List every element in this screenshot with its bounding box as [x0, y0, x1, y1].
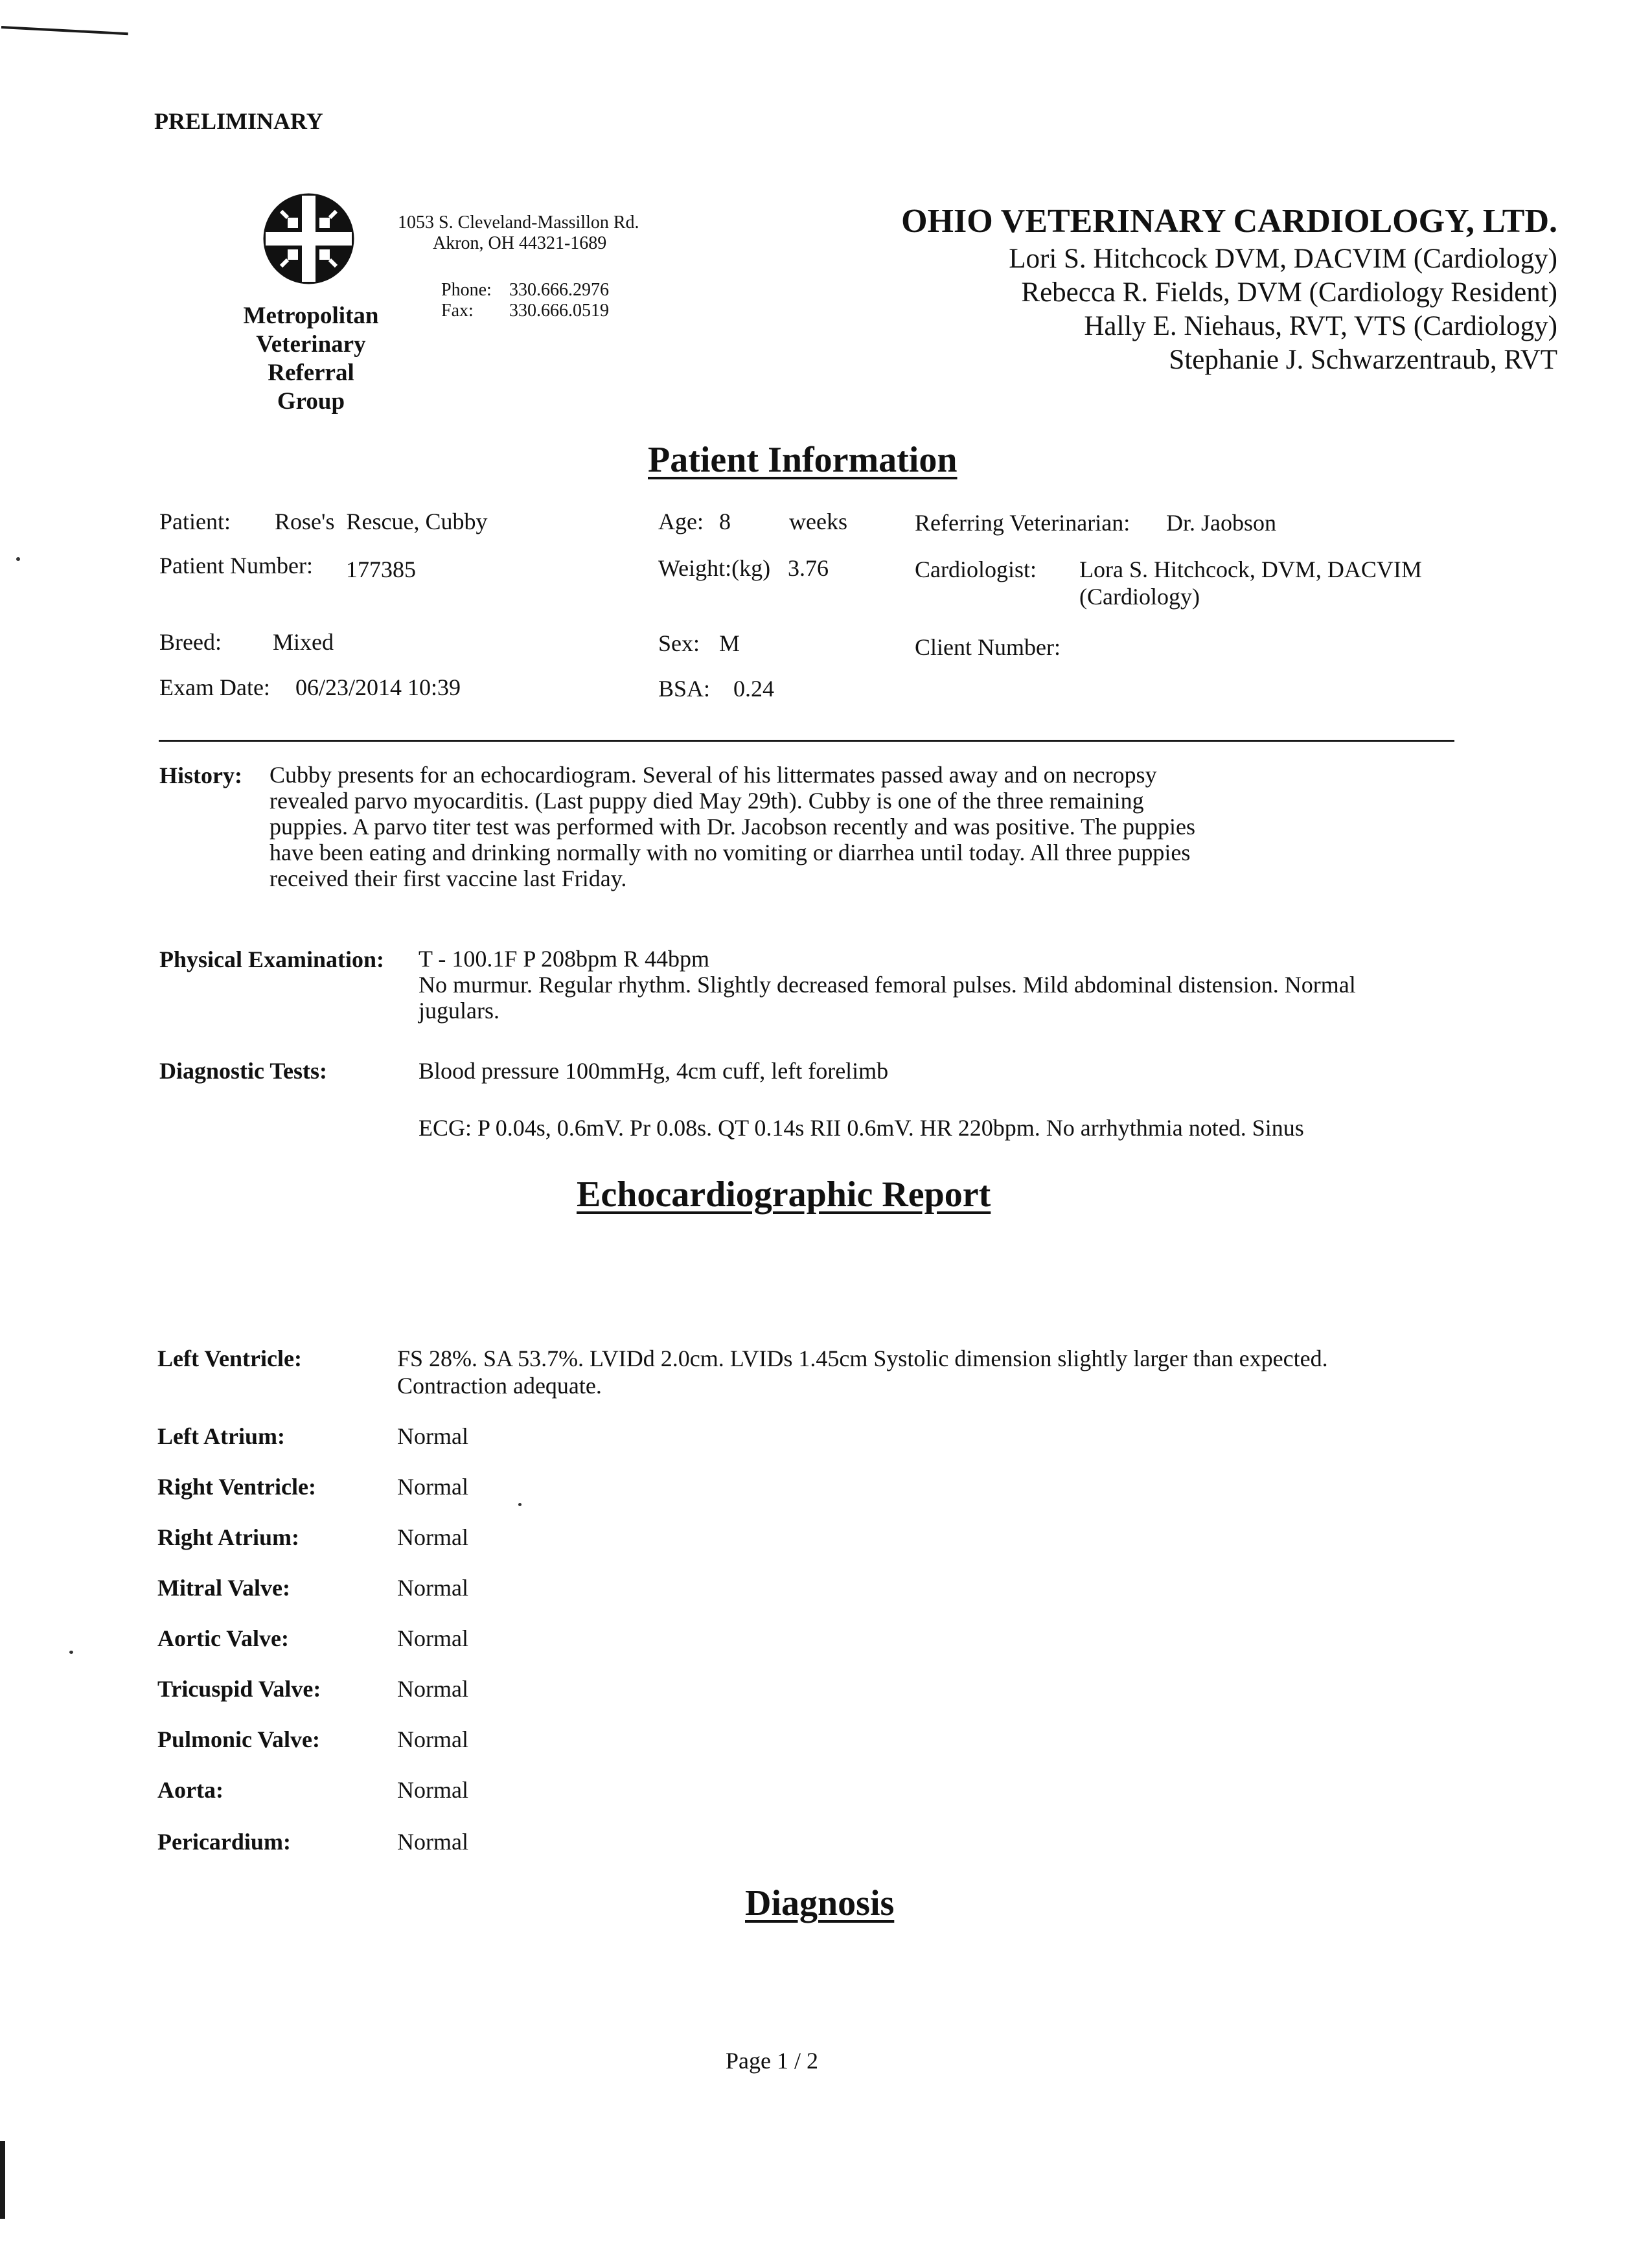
physical-exam-line: T - 100.1F P 208bpm R 44bpm — [419, 946, 710, 972]
echo-label-mitral-valve: Mitral Valve: — [157, 1575, 290, 1601]
scan-speck — [518, 1503, 522, 1506]
echo-label-pericardium: Pericardium: — [157, 1829, 291, 1855]
history-label: History: — [159, 762, 242, 788]
breed-label: Breed: — [159, 629, 222, 655]
exam-date-label: Exam Date: — [159, 674, 270, 700]
history-line: Cubby presents for an echocardiogram. Several of his littermates passed away and on necropsy — [270, 762, 1157, 788]
referral-group-logo — [262, 192, 356, 286]
echo-value-left-ventricle: FS 28%. SA 53.7%. LVIDd 2.0cm. LVIDs 1.45cm Systolic dimension slightly larger than expected. — [397, 1346, 1328, 1371]
sex-value: M — [719, 630, 740, 656]
age-value: 8 — [719, 509, 731, 534]
history-line: have been eating and drinking normally with no vomiting or diarrhea until today. All three puppies — [270, 840, 1191, 865]
blood-pressure-text: Blood pressure 100mmHg, 4cm cuff, left forelimb — [419, 1058, 889, 1084]
patient-information-title: Patient Information — [648, 440, 958, 480]
physical-exam-text — [419, 946, 1455, 1024]
scan-edge-mark — [0, 2141, 5, 2219]
referral-group-name — [233, 302, 389, 416]
bsa-value: 0.24 — [733, 676, 774, 702]
referring-vet-label: Referring Veterinarian: — [915, 510, 1130, 536]
status-label: PRELIMINARY — [154, 108, 323, 134]
patient-label: Patient: — [159, 509, 231, 534]
echo-label-tricuspid-valve: Tricuspid Valve: — [157, 1676, 321, 1702]
echo-value-right-atrium: Normal — [397, 1524, 468, 1550]
breed-value: Mixed — [273, 629, 334, 655]
echo-label-left-atrium: Left Atrium: — [157, 1423, 285, 1449]
echo-value-aorta: Normal — [397, 1777, 468, 1803]
address-line-1: 1053 S. Cleveland-Massillon Rd. — [398, 212, 639, 233]
diagnosis-title: Diagnosis — [745, 1883, 895, 1923]
echo-value-aortic-valve: Normal — [397, 1625, 468, 1651]
physical-exam-line: jugulars. — [419, 998, 499, 1024]
physical-exam-label: Physical Examination: — [159, 946, 385, 972]
referral-name-line: Veterinary — [256, 331, 366, 358]
referral-name-line: Metropolitan — [243, 303, 379, 329]
phone-number: 330.666.2976 — [509, 280, 609, 300]
echo-label-aorta: Aorta: — [157, 1777, 224, 1803]
echo-value-right-ventricle: Normal — [397, 1474, 468, 1500]
client-number-label: Client Number: — [915, 634, 1061, 660]
scan-artifact-line — [1, 26, 128, 35]
staff-line: Stephanie J. Schwarzentraub, RVT — [1169, 345, 1557, 375]
phone-label: Phone: — [441, 280, 492, 300]
exam-date: 06/23/2014 10:39 — [295, 674, 461, 700]
echo-value-pulmonic-valve: Normal — [397, 1726, 468, 1752]
fax-number: 330.666.0519 — [509, 301, 609, 321]
cross-logo-icon — [262, 192, 356, 286]
page-number: Page 1 / 2 — [726, 2048, 818, 2074]
weight-label: Weight:(kg) — [658, 555, 771, 581]
history-text — [270, 762, 1371, 891]
cardiologist-value: Lora S. Hitchcock, DVM, DACVIM — [1079, 556, 1422, 582]
referral-name-line: Group — [277, 388, 345, 415]
echo-label-right-ventricle: Right Ventricle: — [157, 1474, 316, 1500]
echo-value-left-ventricle-line2: Contraction adequate. — [397, 1373, 602, 1399]
practice-name: OHIO VETERINARY CARDIOLOGY, LTD. — [901, 203, 1557, 240]
cardiologist-value-line2: (Cardiology) — [1079, 584, 1200, 610]
patient-number: 177385 — [346, 556, 416, 582]
staff-line: Lori S. Hitchcock DVM, DACVIM (Cardiology) — [1009, 244, 1557, 274]
referral-name-line: Referral — [268, 360, 354, 386]
section-divider — [159, 740, 1454, 742]
weight-value: 3.76 — [788, 555, 829, 581]
address-line-2: Akron, OH 44321-1689 — [433, 233, 607, 253]
scan-speck — [16, 557, 20, 561]
echo-report-title: Echocardiographic Report — [577, 1174, 991, 1215]
age-unit: weeks — [789, 509, 847, 534]
echo-label-right-atrium: Right Atrium: — [157, 1524, 299, 1550]
staff-line: Rebecca R. Fields, DVM (Cardiology Resident) — [1021, 277, 1557, 308]
staff-line: Hally E. Niehaus, RVT, VTS (Cardiology) — [1084, 311, 1557, 341]
sex-label: Sex: — [658, 630, 700, 656]
echo-label-left-ventricle: Left Ventricle: — [157, 1346, 302, 1371]
echo-value-left-atrium: Normal — [397, 1423, 468, 1449]
echo-value-mitral-valve: Normal — [397, 1575, 468, 1601]
fax-label: Fax: — [441, 301, 474, 321]
cardiologist-label: Cardiologist: — [915, 556, 1037, 582]
history-line: revealed parvo myocarditis. (Last puppy died May 29th). Cubby is one of the three remaining — [270, 788, 1144, 814]
history-line: puppies. A parvo titer test was performed with Dr. Jacobson recently and was positive. The puppies — [270, 814, 1196, 840]
patient-name: Rose's Rescue, Cubby — [275, 509, 488, 534]
patient-number-label: Patient Number: — [159, 553, 313, 578]
physical-exam-line: No murmur. Regular rhythm. Slightly decreased femoral pulses. Mild abdominal distension. Normal — [419, 972, 1356, 998]
referring-vet-value: Dr. Jaobson — [1166, 510, 1276, 536]
echo-value-pericardium: Normal — [397, 1829, 468, 1855]
ecg-text: ECG: P 0.04s, 0.6mV. Pr 0.08s. QT 0.14s RII 0.6mV. HR 220bpm. No arrhythmia noted. Sinus — [419, 1115, 1304, 1141]
age-label: Age: — [658, 509, 704, 534]
bsa-label: BSA: — [658, 676, 711, 702]
echo-label-pulmonic-valve: Pulmonic Valve: — [157, 1726, 321, 1752]
diagnostic-tests-label: Diagnostic Tests: — [159, 1058, 328, 1084]
history-line: received their first vaccine last Friday. — [270, 865, 627, 891]
echo-label-aortic-valve: Aortic Valve: — [157, 1625, 289, 1651]
scan-speck — [69, 1651, 73, 1654]
echo-value-tricuspid-valve: Normal — [397, 1676, 468, 1702]
